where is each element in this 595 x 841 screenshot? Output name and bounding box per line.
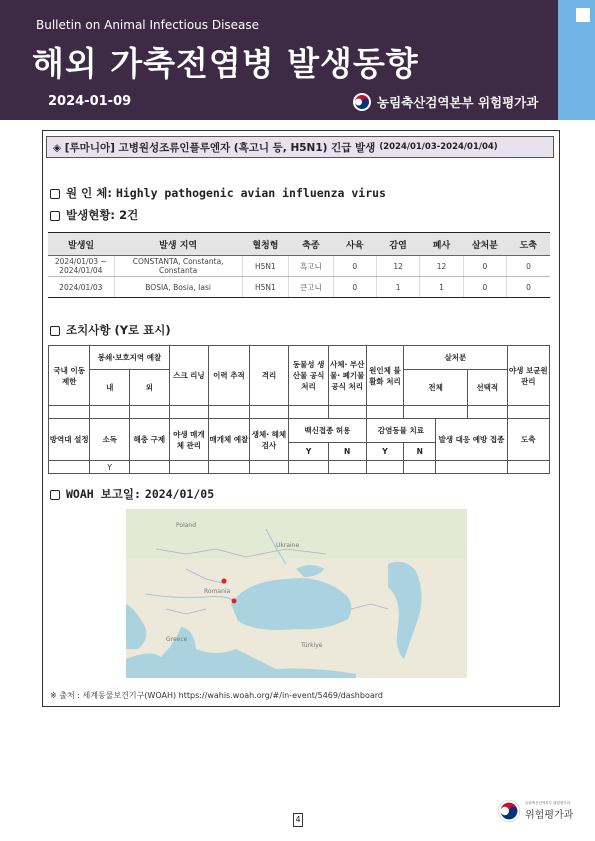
footer-agency-main: 위험평가과 [525,810,574,821]
cell-culled: 0 [463,277,506,298]
page-title: 해외 가축전염병 발생동향 [32,44,419,83]
cell-species: 흑고니 [289,256,333,277]
measure-slaughter: 도축 [507,419,549,461]
measure-tracing: 이력 추적 [209,346,250,406]
measure-vaccine: 백신접종 허용 [289,419,366,443]
measure-vector-surv: 매개체 예찰 [209,419,250,461]
status-line: 발생현황: 2건 [50,207,138,223]
measure-wild-vector: 야생 매개체 관리 [169,419,209,461]
col-header: 축종 [289,233,333,256]
source-note: ※ 출처 : 세계동물보건기구(WOAH) https://wahis.woah.org/#/in-event/5469/dashboard [50,691,383,700]
measure-outside: 외 [130,370,170,406]
cell-infected: 1 [376,277,419,298]
cell-dead: 12 [420,256,463,277]
map-label: Poland [176,522,197,529]
pathogen-name: Highly pathogenic avian influenza virus [115,186,386,200]
measure-zone: 방역대 설정 [49,419,90,461]
cell-raised: 0 [333,256,376,277]
checkbox-square-icon [50,189,60,199]
treatment-y: Y [366,443,404,461]
outbreak-marker[interactable] [222,579,227,584]
outbreak-marker[interactable] [232,599,237,604]
cell-raised: 0 [333,277,376,298]
footer-agency-small: 농림축산검역본부 위험평가과 [525,801,571,805]
cell-dead: 1 [420,277,463,298]
col-header: 도축 [507,233,550,256]
value-disinfection: Y [90,461,130,474]
measure-containment: 봉쇄·보호지역 예찰 [90,346,169,370]
measure-wildlife-mgmt: 야생 보균원 관리 [507,346,549,406]
measures-heading: 조치사항 (Y로 표시) [50,322,171,338]
col-header: 감염 [376,233,419,256]
measure-treatment: 감염동물 치료 [366,419,436,443]
measure-disinfection: 소독 [90,419,130,461]
header-corner-square [576,8,590,22]
table-row [48,256,550,277]
cell-infected: 12 [376,256,419,277]
bulletin-subtitle: Bulletin on Animal Infectious Disease [36,18,260,32]
col-header: 혈청형 [242,233,288,256]
treatment-n: N [404,443,436,461]
report-period: (2024/01/03-2024/01/04) [379,142,498,152]
measure-official-animal: 동물성 생산물 공식 처리 [289,346,329,406]
cell-culled: 0 [463,256,506,277]
measure-culling-selective: 선택적 [467,370,507,406]
footer-logo [497,799,573,823]
cell-region: BOSIA, Bosia, Iasi [114,277,242,298]
status-count: 2건 [119,208,139,222]
map-image [126,509,467,678]
page-number: 4 [293,813,303,827]
cell-serotype: H5N1 [242,256,288,277]
measure-inactivation: 원인체 불활화 처리 [366,346,404,406]
woah-line: WOAH 보고일: 2024/01/05 [50,486,214,502]
checkbox-square-icon [50,211,60,221]
pathogen-line: 원 인 체: Highly pathogenic avian influenza virus [50,185,386,201]
map-label: Greece [166,636,188,643]
measure-quarantine: 격리 [249,346,289,406]
checkbox-square-icon [50,490,60,500]
map-label: Türkiye [301,642,323,649]
col-header: 살처분 [463,233,506,256]
measure-inside: 내 [90,370,130,406]
taeguk-emblem-icon [352,92,372,112]
measure-culling: 살처분 [404,346,507,370]
measure-prevent-slaughter: 발생 대응 예방 접종 [436,419,507,461]
map-label: Ukraine [276,542,300,549]
measure-official-carcass: 사체· 부산물· 폐기물 공식 처리 [328,346,366,406]
woah-date: 2024/01/05 [144,487,215,501]
value-zone [49,461,90,474]
measure-culling-all: 전체 [404,370,468,406]
cell-region: CONSTANTA, Constanta, Constanta [114,256,242,277]
report-title: ◈ [루마니아] 고병원성조류인플루엔자 (흑고니 등, H5N1) 긴급 발생 [53,141,376,154]
col-header: 폐사 [420,233,463,256]
vaccine-y: Y [289,443,329,461]
measure-screening: 스크 리닝 [169,346,209,406]
cell-slaughtered: 0 [507,277,550,298]
taeguk-emblem-icon [497,799,521,823]
cell-date: 2024/01/03 ~ 2024/01/04 [48,256,114,277]
table-header-row [48,233,550,256]
agency-name: 농림축산검역본부 위험평가과 [377,95,539,110]
col-header: 사육 [333,233,376,256]
col-header: 발생 지역 [114,233,242,256]
agency-logo [352,92,538,112]
checkbox-square-icon [50,326,60,336]
report-title-bar [46,136,554,158]
cell-date: 2024/01/03 [48,277,114,298]
measure-domestic-control: 국내 이동 제한 [49,346,90,406]
cell-serotype: H5N1 [242,277,288,298]
col-header: 발생일 [48,233,114,256]
cell-slaughtered: 0 [507,256,550,277]
measure-pest: 해충 구제 [130,419,170,461]
report-date: 2024-01-09 [48,94,132,109]
measures-table [48,345,550,474]
vaccine-n: N [328,443,366,461]
map-label: Romania [204,588,231,595]
measure-sample-test: 생체· 해체 검사 [249,419,289,461]
outbreak-map[interactable] [126,509,467,678]
table-row [48,277,550,298]
cell-species: 큰고니 [289,277,333,298]
outbreak-table [48,232,550,298]
